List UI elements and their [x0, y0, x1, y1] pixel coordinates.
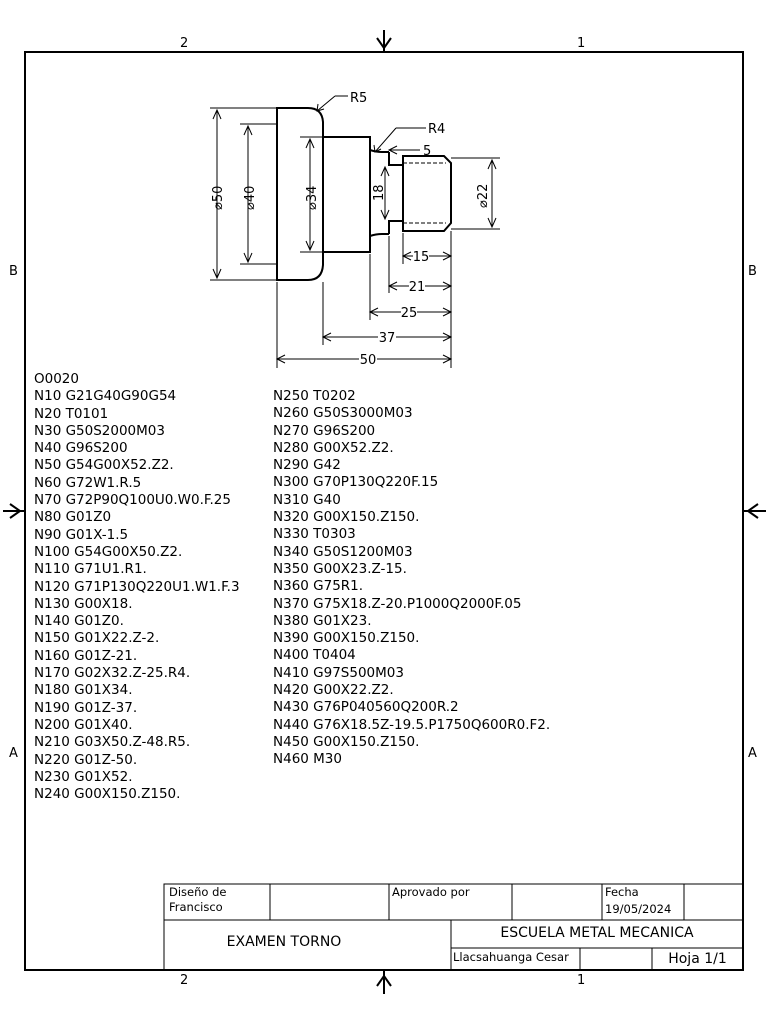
date-value: 19/05/2024 — [605, 902, 672, 916]
program-line: N170 G02X32.Z-25.R4. — [34, 665, 191, 682]
program-line: N380 G01X23. — [273, 612, 372, 629]
leader-r5 — [317, 96, 348, 111]
program-line: N190 G01Z-37. — [34, 699, 138, 716]
program-line: N420 G00X22.Z2. — [273, 682, 394, 699]
leader-r4 — [374, 128, 426, 152]
date-label: Fecha — [605, 885, 639, 899]
program-line: N10 G21G40G90G54 — [34, 388, 177, 405]
label-groove-5: 5 — [423, 144, 432, 159]
cnc-program-column-1 — [34, 371, 240, 803]
zone-right-b: B — [748, 264, 757, 279]
label-d40: ⌀40 — [243, 185, 258, 210]
program-line: N270 G96S200 — [273, 422, 376, 439]
program-line: N390 G00X150.Z150. — [273, 630, 420, 647]
label-l25: 25 — [400, 306, 418, 321]
label-r4: R4 — [428, 122, 446, 137]
program-line: N60 G72W1.R.5 — [34, 474, 142, 491]
author-name: Llacsahuanga Cesar — [453, 950, 569, 964]
program-line: N110 G71U1.R1. — [34, 561, 147, 578]
label-d22: ⌀22 — [476, 183, 491, 208]
approved-label: Aprovado por — [392, 885, 470, 899]
zone-top-1: 1 — [577, 36, 586, 51]
program-line: N100 G54G00X50.Z2. — [34, 543, 183, 560]
program-line: N90 G01X-1.5 — [34, 526, 129, 543]
program-line: N330 T0303 — [273, 526, 356, 543]
label-d34: ⌀34 — [305, 185, 320, 210]
designer-name: Francisco — [169, 900, 223, 914]
label-l50: 50 — [359, 353, 377, 368]
program-line: N260 G50S3000M03 — [273, 405, 413, 422]
cnc-program-column-2 — [273, 388, 550, 769]
program-line: N30 G50S2000M03 — [34, 422, 165, 439]
program-line: N430 G76P040560Q200R.2 — [273, 699, 459, 716]
program-line: N460 M30 — [273, 751, 342, 768]
drawing-title: EXAMEN TORNO — [226, 934, 342, 950]
program-line: N340 G50S1200M03 — [273, 543, 413, 560]
program-line: N450 G00X150.Z150. — [273, 733, 420, 750]
program-line: N210 G03X50.Z-48.R5. — [34, 734, 191, 751]
program-line: N280 G00X52.Z2. — [273, 439, 394, 456]
program-line: N160 G01Z-21. — [34, 647, 138, 664]
program-line: N440 G76X18.5Z-19.5.P1750Q600R0.F2. — [273, 716, 551, 733]
program-line: N180 G01X34. — [34, 682, 133, 699]
label-18: 18 — [372, 184, 387, 201]
label-d50: ⌀50 — [211, 185, 226, 210]
program-line: N290 G42 — [273, 457, 341, 474]
label-r5: R5 — [350, 91, 368, 106]
program-line: N240 G00X150.Z150. — [34, 786, 181, 803]
center-mark-top — [377, 30, 391, 52]
program-line: N50 G54G00X52.Z2. — [34, 457, 174, 474]
sheet-number: Hoja 1/1 — [668, 951, 727, 967]
program-line: N80 G01Z0 — [34, 509, 112, 526]
program-line: N250 T0202 — [273, 388, 356, 404]
thread-lines — [403, 163, 446, 223]
program-line: N120 G71P130Q220U1.W1.F.3 — [34, 578, 240, 595]
school-name: ESCUELA METAL MECANICA — [500, 925, 694, 941]
program-line: N140 G01Z0. — [34, 613, 124, 630]
program-line: N150 G01X22.Z-2. — [34, 630, 160, 647]
program-line: N350 G00X23.Z-15. — [273, 560, 407, 577]
zone-bottom-2: 2 — [180, 973, 189, 988]
program-line: N360 G75R1. — [273, 578, 364, 595]
center-mark-left — [3, 504, 25, 518]
zone-left-b: B — [9, 264, 18, 279]
label-l21: 21 — [408, 280, 426, 295]
program-line: N40 G96S200 — [34, 440, 128, 457]
program-line: N410 G97S500M03 — [273, 664, 404, 681]
program-line: N70 G72P90Q100U0.W0.F.25 — [34, 492, 231, 509]
program-line: N370 G75X18.Z-20.P1000Q2000F.05 — [273, 595, 522, 612]
program-line: N320 G00X150.Z150. — [273, 509, 420, 526]
program-line: N200 G01X40. — [34, 716, 133, 733]
zone-top-2: 2 — [180, 36, 189, 51]
zone-left-a: A — [9, 746, 18, 761]
program-line: O0020 — [34, 371, 79, 387]
program-line: N300 G70P130Q220F.15 — [273, 474, 439, 491]
label-l15: 15 — [412, 250, 430, 265]
program-line: N20 T0101 — [34, 405, 109, 422]
program-line: N230 G01X52. — [34, 768, 133, 785]
program-line: N130 G00X18. — [34, 595, 133, 612]
center-mark-right — [743, 504, 766, 518]
program-line: N400 T0404 — [273, 647, 356, 664]
leader-5 — [389, 146, 420, 154]
program-line: N220 G01Z-50. — [34, 751, 138, 768]
center-mark-bottom — [377, 970, 391, 994]
zone-bottom-1: 1 — [577, 973, 586, 988]
designer-label: Diseño de — [169, 885, 227, 899]
program-line: N310 G40 — [273, 491, 341, 508]
zone-right-a: A — [748, 746, 757, 761]
label-l37: 37 — [378, 331, 396, 346]
